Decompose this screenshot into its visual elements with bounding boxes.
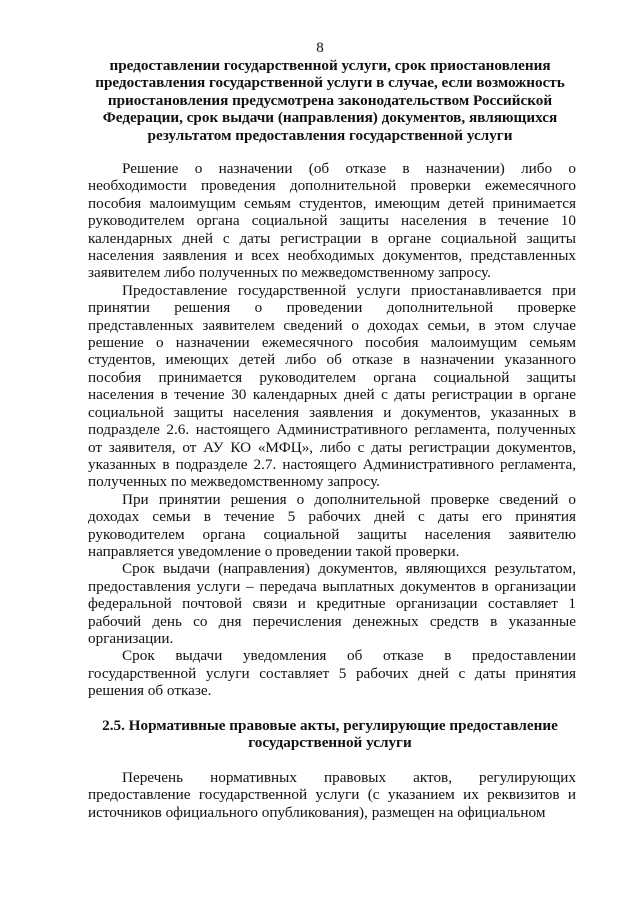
paragraph-decision-term: Решение о назначении (об отказе в назначении) либо о необходимости проведения дополнительной проверки ежемесячного пособия малоимущим семьям студентов, имеющим детей принимается руководителем органа социальной защиты населения в течение 10 календарных дней с даты регистрации в органе социальной защиты населения заявления и всех необходимых документов, представленных заявителем либо полученных по межведомственному запросу.: [88, 160, 576, 282]
paragraph-issuance-term: Срок выдачи (направления) документов, являющихся результатом, предоставления услуги – передача выплатных документов в организации федеральной почтовой связи и кредитные организации составляет 1 рабочий день со дня перечисления денежных средств в указанные организации.: [88, 560, 576, 647]
body-text-block-2: [88, 769, 576, 821]
page-number: 8: [316, 40, 324, 56]
section-heading-2-5: 2.5. Нормативные правовые акты, регулирующие предоставление государственной услуги: [102, 717, 558, 752]
section-heading-continued: предоставлении государственной услуги, срок приостановления предоставления государственной услуги в случае, если возможность приостановления предусмотрена законодательством Российской Федерации, срок выдачи (направления) документов, являющихся результатом предоставления государственной услуги: [95, 57, 565, 144]
paragraph-refusal-notice: Срок выдачи уведомления об отказе в предоставлении государственной услуги составляет 5 рабочих дней с даты принятия решения об отказе.: [88, 647, 576, 700]
paragraph-suspension: Предоставление государственной услуги приостанавливается при принятии решения о проведении дополнительной проверке представленных заявителем сведений о доходах семьи, в этом случае решение о назначении ежемесячного пособия малоимущим семьям студентов, имеющих детей либо об отказе в назначении указанного пособия принимается руководителем органа социальной защиты населения в течение 30 календарных дней с даты регистрации в органе социальной защиты населения заявления и документов, указанных в подразделе 2.6. настоящего Административного регламента, полученных от заявителя, от АУ КО «МФЦ», либо с даты регистрации документов, указанных в подразделе 2.7. настоящего Административного регламента, полученных по межведомственному запросу.: [88, 281, 576, 491]
body-text-block: [88, 160, 576, 700]
paragraph-legal-acts-list: Перечень нормативных правовых актов, регулирующих предоставление государственной услуги (с указанием их реквизитов и источников официального опубликования), размещен на официальном: [88, 769, 576, 821]
paragraph-verification-notice: При принятии решения о дополнительной проверке сведений о доходах семьи в течение 5 рабочих дней с даты его принятия руководителем органа социальной защиты населения заявителю направляется уведомление о проведении такой проверки.: [88, 490, 576, 560]
